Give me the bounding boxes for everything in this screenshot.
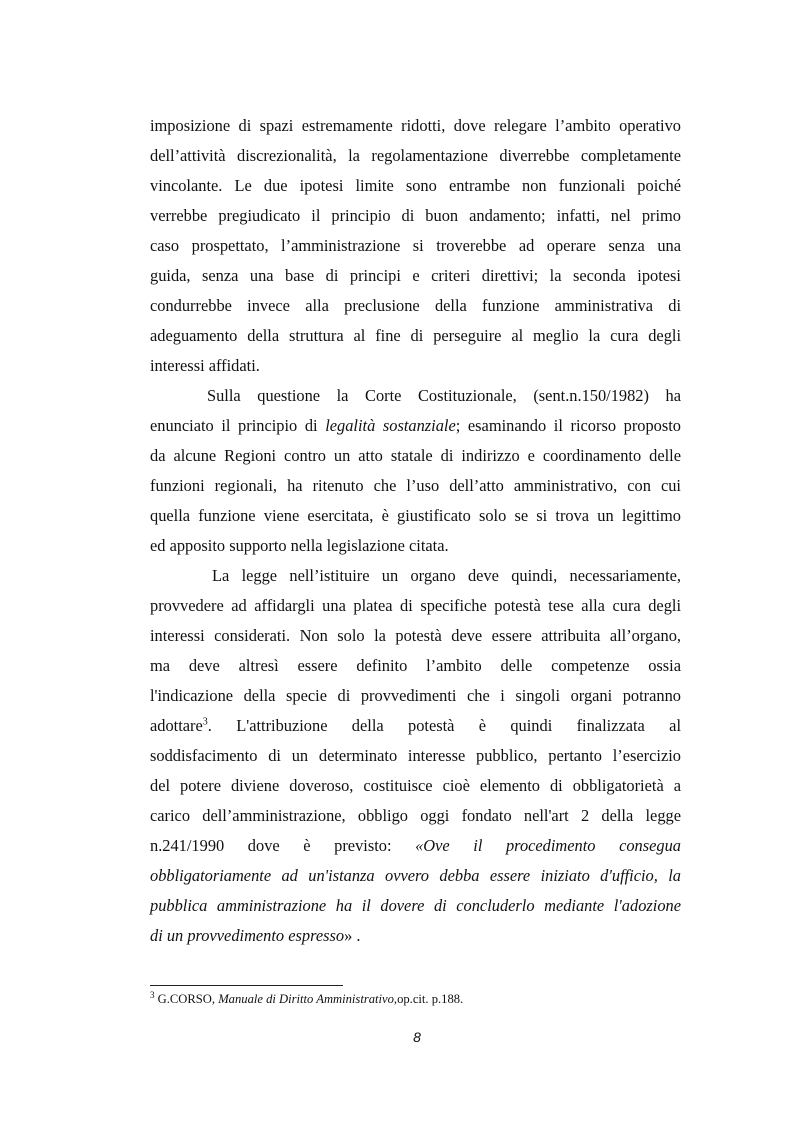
text-line: verrebbe pregiudicato il principio di buon andamento; infatti, nel primo xyxy=(150,206,681,225)
page-number: 8 xyxy=(413,1029,421,1045)
text-line: vincolante. Le due ipotesi limite sono entrambe non funzionali poiché xyxy=(150,176,681,195)
emphasis-text: legalità sostanziale xyxy=(325,416,456,435)
footnote-citation: op.cit. p.188. xyxy=(397,992,464,1006)
text-run: n.241/1990 dove è previsto: xyxy=(150,836,416,855)
paragraph-start-line: La legge nell’istituire un organo deve quindi, necessariamente, xyxy=(212,566,681,585)
text-line: dell’attività discrezionalità, la regolamentazione diverrebbe completamente xyxy=(150,146,681,165)
text-line: del potere diviene doveroso, costituisce cioè elemento di obbligatorietà a xyxy=(150,776,681,795)
text-run: enunciato il principio di xyxy=(150,416,326,435)
text-line: quella funzione viene esercitata, è giustificato solo se si trova un legittimo xyxy=(150,506,681,525)
quotation-line: pubblica amministrazione ha il dovere di concluderlo mediante l'adozione xyxy=(150,896,681,915)
text-line: carico dell’amministrazione, obbligo oggi fondato nell'art 2 della legge xyxy=(150,806,681,825)
footnote-author: G.CORSO, xyxy=(154,992,219,1006)
footnote-title: Manuale di Diritto Amministrativo, xyxy=(218,992,398,1006)
quotation-text: di un provvedimento espresso xyxy=(150,926,345,945)
text-line: ma deve altresì essere definito l’ambito delle competenze ossia xyxy=(150,656,681,675)
footnote-divider xyxy=(150,985,343,986)
text-line: ed apposito supporto nella legislazione citata. xyxy=(150,536,449,555)
paragraph-start-line: Sulla questione la Corte Costituzionale, (sent.n.150/1982) ha xyxy=(207,386,681,405)
footnote-mark: 3 xyxy=(150,989,155,1000)
text-line: da alcune Regioni contro un atto statale di indirizzo e coordinamento delle xyxy=(150,446,681,465)
footnote-reference[interactable]: 3 xyxy=(202,716,208,728)
quotation-text: «Ove il procedimento consegua xyxy=(415,836,681,855)
footnote xyxy=(150,991,681,1007)
text-run: » . xyxy=(344,926,361,945)
text-run: ; esaminando il ricorso proposto xyxy=(455,416,681,435)
text-line: provvedere ad affidargli una platea di specifiche potestà tese alla cura degli xyxy=(150,596,681,615)
text-line: funzioni regionali, ha ritenuto che l’uso dell’atto amministrativo, con cui xyxy=(150,476,681,495)
text-run: . L'attribuzione della potestà è quindi finalizzata al xyxy=(207,716,681,735)
body-text xyxy=(150,111,681,951)
text-line xyxy=(150,711,681,741)
text-line xyxy=(150,921,681,951)
text-line: condurrebbe invece alla preclusione della funzione amministrativa di xyxy=(150,296,681,315)
text-line xyxy=(150,831,681,861)
text-line xyxy=(150,411,681,441)
quotation-line: obbligatoriamente ad un'istanza ovvero debba essere iniziato d'ufficio, la xyxy=(150,866,681,885)
text-line: adeguamento della struttura al fine di perseguire al meglio la cura degli xyxy=(150,326,681,345)
text-line: imposizione di spazi estremamente ridotti, dove relegare l’ambito operativo xyxy=(150,116,681,135)
text-run: adottare xyxy=(150,716,203,735)
text-line: interessi affidati. xyxy=(150,356,260,375)
text-line: interessi considerati. Non solo la potestà deve essere attribuita all’organo, xyxy=(150,626,681,645)
text-line: guida, senza una base di principi e criteri direttivi; la seconda ipotesi xyxy=(150,266,681,285)
text-line: soddisfacimento di un determinato interesse pubblico, pertanto l’esercizio xyxy=(150,746,681,765)
text-line: caso prospettato, l’amministrazione si troverebbe ad operare senza una xyxy=(150,236,681,255)
text-line: l'indicazione della specie di provvedimenti che i singoli organi potranno xyxy=(150,686,681,705)
